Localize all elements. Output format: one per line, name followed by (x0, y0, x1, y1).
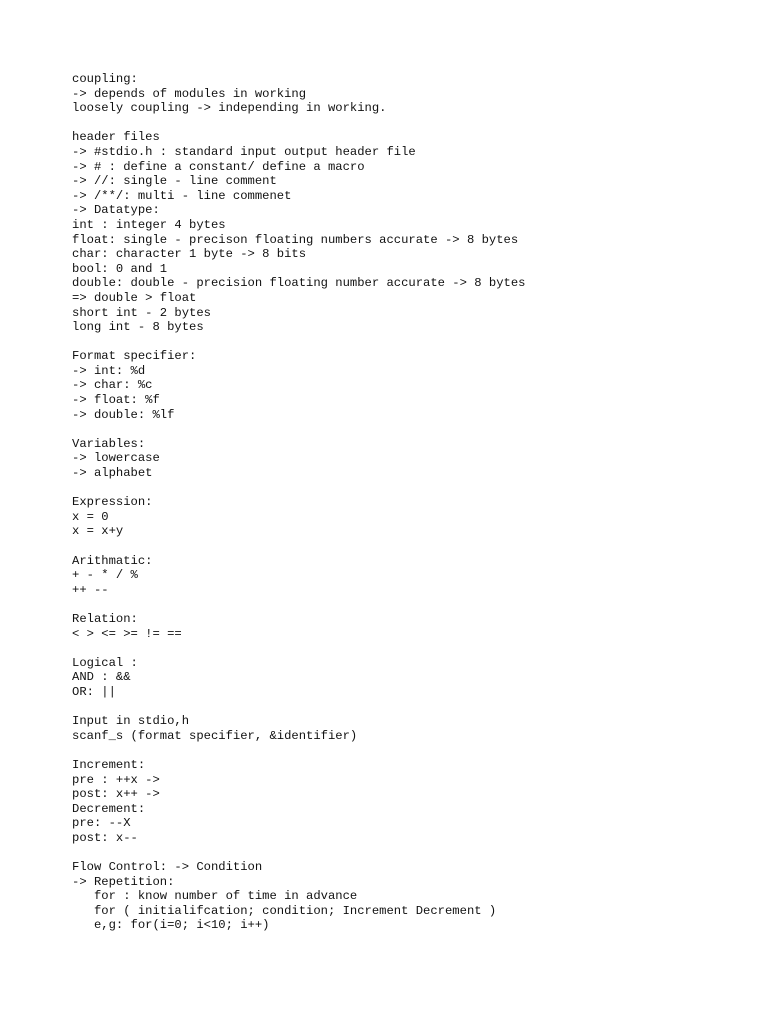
blank-line (72, 481, 752, 496)
blank-line (72, 641, 752, 656)
text-line: Relation: (72, 611, 138, 626)
text-line: Logical : (72, 655, 138, 670)
text-line: for : know number of time in advance (72, 889, 358, 904)
text-line: long int - 8 bytes (72, 320, 204, 335)
text-line: header files (72, 130, 160, 145)
blank-line (72, 422, 752, 437)
text-line: coupling: (72, 72, 138, 86)
text-line: int : integer 4 bytes (72, 217, 226, 232)
blank-line (72, 743, 752, 758)
blank-line (72, 845, 752, 860)
text-line: OR: || (72, 684, 116, 699)
text-line: scanf_s (format specifier, &identifier) (72, 728, 358, 743)
text-line: + - * / % (72, 568, 138, 583)
text-line: -> double: %lf (72, 407, 175, 422)
text-line: post: x-- (72, 830, 138, 845)
text-line: x = x+y (72, 524, 124, 539)
text-line: Flow Control: -> Condition (72, 860, 263, 875)
text-line: ++ -- (72, 582, 109, 597)
text-line: x = 0 (72, 509, 109, 524)
text-line: Variables: (72, 436, 146, 451)
text-line: -> int: %d (72, 363, 146, 378)
text-line: -> # : define a constant/ define a macro (72, 159, 365, 174)
text-line: => double > float (72, 290, 197, 305)
text-line: Input in stdio,h (72, 714, 190, 729)
blank-line (72, 700, 752, 715)
text-line: -> char: %c (72, 378, 153, 393)
document-page (72, 72, 752, 933)
text-line: Decrement: (72, 801, 146, 816)
text-line: -> /**/: multi - line commenet (72, 188, 292, 203)
text-line: < > <= >= != == (72, 626, 182, 641)
text-line: Arithmatic: (72, 553, 153, 568)
text-line: e,g: for(i=0; i<10; i++) (72, 918, 270, 933)
text-line: -> //: single - line comment (72, 174, 277, 189)
blank-line (72, 335, 752, 350)
text-line: float: single - precison floating numbers accurate -> 8 bytes (72, 232, 519, 247)
text-line: -> #stdio.h : standard input output header file (72, 144, 416, 159)
text-line: -> Repetition: (72, 874, 175, 889)
text-line: short int - 2 bytes (72, 305, 211, 320)
text-line: -> lowercase (72, 451, 160, 466)
text-line: Format specifier: (72, 349, 197, 364)
text-line: -> float: %f (72, 393, 160, 408)
text-line: AND : && (72, 670, 131, 685)
text-line: Expression: (72, 495, 153, 510)
text-line: Increment: (72, 757, 146, 772)
text-line: -> depends of modules in working (72, 86, 307, 101)
text-line: char: character 1 byte -> 8 bits (72, 247, 307, 262)
blank-line (72, 539, 752, 554)
blank-line (72, 597, 752, 612)
text-line: pre : ++x -> (72, 772, 160, 787)
text-line: -> Datatype: (72, 203, 160, 218)
text-line: post: x++ -> (72, 787, 160, 802)
text-line: pre: --X (72, 816, 131, 831)
text-line: double: double - precision floating number accurate -> 8 bytes (72, 276, 526, 291)
text-line: for ( initialifcation; condition; Increment Decrement ) (72, 903, 497, 918)
blank-line (72, 116, 752, 131)
text-line: loosely coupling -> independing in working. (72, 101, 387, 116)
text-line: bool: 0 and 1 (72, 261, 168, 276)
text-line: -> alphabet (72, 466, 153, 481)
